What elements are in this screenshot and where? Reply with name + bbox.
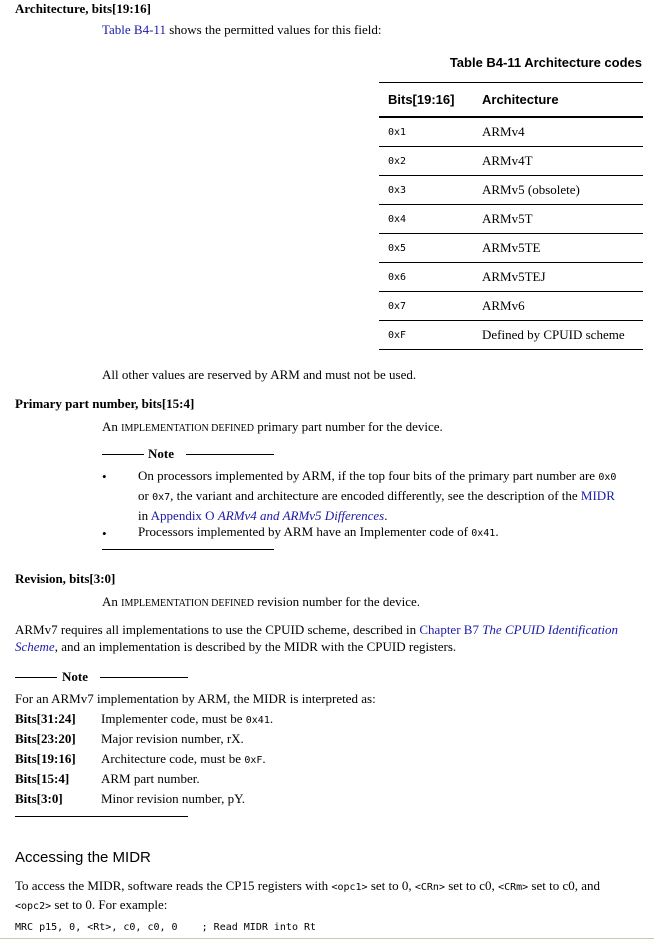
appendix-o-link[interactable] xyxy=(150,508,388,523)
code-text: <CRn> xyxy=(414,882,445,893)
field-text: Major revision number, rX. xyxy=(101,731,244,746)
para-text: set to c0, and xyxy=(528,878,601,893)
field-bits: Bits[3:0] xyxy=(15,791,63,806)
note2-intro: For an ARMv7 implementation by ARM, the MIDR is interpreted as: xyxy=(15,691,376,706)
revision-heading: Revision, bits[3:0] xyxy=(15,571,116,586)
code-cell: 0x3 xyxy=(379,176,473,205)
access-paragraph xyxy=(15,877,650,915)
midr-field-row xyxy=(15,731,244,747)
bullet-text: Processors implemented by ARM have an Implementer code of xyxy=(138,524,472,539)
col-header-architecture: Architecture xyxy=(473,83,643,118)
note2-title: Note xyxy=(62,669,88,684)
code-cell: 0x2 xyxy=(379,147,473,176)
table-row xyxy=(379,234,643,263)
bullet-icon: • xyxy=(102,469,107,484)
link-text: Chapter B7 xyxy=(419,622,483,637)
table-row xyxy=(379,176,643,205)
bullet-text: On processors implemented by ARM, if the top four bits of the primary part number are xyxy=(138,468,599,483)
note-end-rule xyxy=(102,549,274,550)
note2-rule-right xyxy=(100,677,188,678)
midr-field-row xyxy=(15,791,245,807)
para-text: set to 0. For example: xyxy=(51,897,168,912)
arch-cell: ARMv5TEJ xyxy=(473,263,643,292)
note-rule-left xyxy=(102,454,144,455)
para-text: set to 0, xyxy=(367,878,415,893)
field-text: Implementer code, must be xyxy=(101,711,246,726)
para-text: To access the MIDR, software reads the CP15 registers with xyxy=(15,878,332,893)
intro-text: shows the permitted values for this field: xyxy=(165,22,382,37)
para-text: , and an implementation is described by the MIDR with the CPUID registers. xyxy=(54,639,457,654)
code-text: 0x0 xyxy=(598,472,617,483)
accessing-midr-heading: Accessing the MIDR xyxy=(15,849,151,866)
bullet-text: in xyxy=(138,508,151,523)
arch-cell: Defined by CPUID scheme xyxy=(473,321,643,350)
midr-field-row xyxy=(15,771,200,787)
note-bullet-1 xyxy=(138,467,648,525)
table-caption: Table B4-11 Architecture codes xyxy=(449,55,642,70)
armv7-paragraph xyxy=(15,621,650,655)
table-row xyxy=(379,263,643,292)
field-text: . xyxy=(269,711,274,726)
arch-cell: ARMv5T xyxy=(473,205,643,234)
reserved-text: All other values are reserved by ARM and must not be used. xyxy=(102,367,417,382)
midr-link[interactable]: MIDR xyxy=(580,488,615,503)
revision-desc xyxy=(102,594,420,610)
code-text: <CRm> xyxy=(498,882,529,893)
table-row xyxy=(379,147,643,176)
arch-cell: ARMv4 xyxy=(473,117,643,147)
midr-field-row xyxy=(15,711,273,727)
impl-defined-text: IMPLEMENTATION DEFINED xyxy=(121,598,254,609)
impl-defined-text: IMPLEMENTATION DEFINED xyxy=(121,423,254,434)
note-bullet-2 xyxy=(138,524,499,540)
table-row xyxy=(379,292,643,321)
field-text: . xyxy=(262,751,266,766)
code-text: 0x41 xyxy=(245,715,270,726)
table-b4-11-link[interactable]: Table B4-11 xyxy=(102,22,166,37)
link-text: Appendix O xyxy=(150,508,218,523)
code-text: <opc2> xyxy=(15,901,52,912)
para-text: set to c0, xyxy=(444,878,499,893)
code-cell: 0xF xyxy=(379,321,473,350)
field-text: Architecture code, must be xyxy=(101,751,245,766)
architecture-heading: Architecture, bits[19:16] xyxy=(15,1,151,16)
link-text-italic: Scheme xyxy=(15,639,55,654)
arch-cell: ARMv5 (obsolete) xyxy=(473,176,643,205)
desc-text: An xyxy=(102,419,122,434)
para-text: ARMv7 requires all implementations to use the CPUID scheme, described in xyxy=(15,622,420,637)
code-text: <opc1> xyxy=(331,882,368,893)
field-bits: Bits[15:4] xyxy=(15,771,70,786)
midr-field-row xyxy=(15,751,266,767)
bullet-icon: • xyxy=(102,526,107,541)
field-text: Minor revision number, pY. xyxy=(101,791,246,806)
note2-rule-left xyxy=(15,677,57,678)
code-cell: 0x1 xyxy=(379,117,473,147)
code-cell: 0x6 xyxy=(379,263,473,292)
field-bits: Bits[31:24] xyxy=(15,711,76,726)
page-bottom-rule xyxy=(0,938,654,939)
link-text-italic: ARMv4 and ARMv5 Differences xyxy=(217,508,385,523)
desc-text: revision number for the device. xyxy=(253,594,421,609)
desc-text: An xyxy=(102,594,122,609)
note2-end-rule xyxy=(15,816,188,817)
desc-text: primary part number for the device. xyxy=(253,419,443,434)
code-cell: 0x4 xyxy=(379,205,473,234)
link-text-italic: The CPUID Identification xyxy=(482,622,618,637)
code-text: 0x7 xyxy=(152,492,171,503)
architecture-codes-table xyxy=(379,82,643,350)
code-example: MRC p15, 0, <Rt>, c0, c0, 0 ; Read MIDR into Rt xyxy=(15,922,317,933)
code-text: 0x41 xyxy=(471,528,496,539)
bullet-text: , the variant and architecture are encoded differently, see the description of the xyxy=(170,488,581,503)
bullet-text: . xyxy=(384,508,388,523)
field-bits: Bits[23:20] xyxy=(15,731,76,746)
note-title: Note xyxy=(148,446,174,461)
col-header-bits: Bits[19:16] xyxy=(379,83,473,118)
code-text: 0xF xyxy=(244,755,263,766)
note-rule-right xyxy=(186,454,274,455)
field-bits: Bits[19:16] xyxy=(15,751,76,766)
arch-cell: ARMv5TE xyxy=(473,234,643,263)
bullet-text: or xyxy=(138,488,153,503)
table-row xyxy=(379,321,643,350)
bullet-text: . xyxy=(495,524,499,539)
part-number-desc xyxy=(102,419,443,435)
code-cell: 0x5 xyxy=(379,234,473,263)
arch-cell: ARMv4T xyxy=(473,147,643,176)
code-cell: 0x7 xyxy=(379,292,473,321)
table-row xyxy=(379,117,643,147)
field-text: ARM part number. xyxy=(101,771,200,786)
table-row xyxy=(379,205,643,234)
architecture-intro xyxy=(102,22,382,38)
part-number-heading: Primary part number, bits[15:4] xyxy=(15,396,195,411)
arch-cell: ARMv6 xyxy=(473,292,643,321)
